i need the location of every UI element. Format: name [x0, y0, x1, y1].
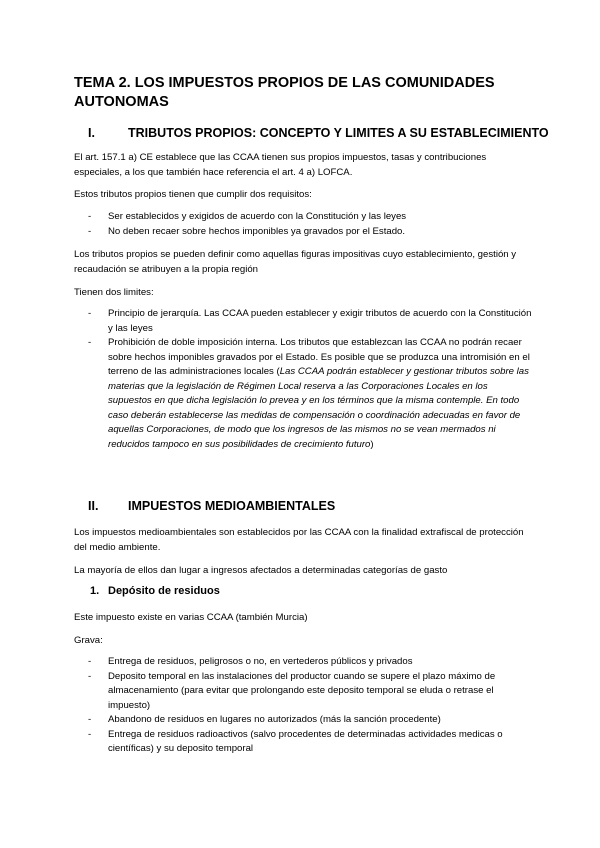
section-1-paragraph-3: Los tributos propios se pueden definir como aquellas figuras impositivas cuyo establecimiento, gestión y recaudación se atribuyen a la propia región	[74, 249, 517, 275]
subsection-1-heading-text: Depósito de residuos	[108, 585, 220, 597]
page-title: TEMA 2. LOS IMPUESTOS PROPIOS DE LAS COMUNIDADES AUTONOMAS	[74, 75, 495, 110]
section-2-heading-text: IMPUESTOS MEDIOAMBIENTALES	[128, 499, 336, 513]
list-item: - Ser establecidos y exigidos de acuerdo con la Constitución y las leyes	[74, 210, 534, 225]
subsection-1-number: 1.	[90, 585, 100, 597]
subsection-1-heading	[90, 584, 220, 599]
limite-2-end: )	[370, 438, 374, 450]
subsection-1-paragraph-2: Grava:	[74, 635, 103, 646]
limite-2-quote: Las CCAA podrán establecer y gestionar tributos sobre las materias que la legislación de Régimen Local reserva a las Corporaciones Locales en los supuestos en que dicha legislación lo prevea y en los términos que la misma contemple. En todo caso deberán establecerse las medidas de compensación o coordinación adecuadas en favor de aquellas Corporaciones, de modo que los ingresos de las mismos no se vean mermados ni reducidos tampoco en sus posibilidades de crecimiento futuro	[108, 366, 529, 450]
section-2-paragraph-1: Los impuestos medioambientales son establecidos por las CCAA con la finalidad extrafiscal de protección del medio ambiente.	[74, 527, 524, 553]
list-item: - Abandono de residuos en lugares no autorizados (más la sanción procedente)	[74, 713, 534, 728]
limite-2-text: Prohibición de doble imposición interna. Los tributos que establezcan las CCAA no podrán recaer sobre hechos imponibles gravados por el Estado. Es posible que se produzca una intromisión en el terreno de las administraciones locales (	[108, 337, 530, 377]
list-item: - No deben recaer sobre hechos imponibles ya gravados por el Estado.	[74, 225, 534, 240]
list-item: - Deposito temporal en las instalaciones del productor cuando se supere el plazo máximo de almacenamiento (para evitar que prolongando este deposito temporal se eluda o retrase el impuesto)	[74, 670, 534, 714]
list-item	[74, 336, 534, 452]
list-item: - Principio de jerarquía. Las CCAA pueden establecer y exigir tributos de acuerdo con la Constitución y las leyes	[74, 307, 534, 336]
grava-list	[74, 655, 534, 757]
section-1-paragraph-1: El art. 157.1 a) CE establece que las CCAA tienen sus propios impuestos, tasas y contribuciones especiales, a los que también hace referencia el art. 4 a) LOFCA.	[74, 152, 487, 178]
list-item: - Entrega de residuos radioactivos (salvo procedentes de determinadas actividades medicas o científicas) y su deposito temporal	[74, 728, 534, 757]
section-1-heading	[88, 125, 549, 141]
section-1-paragraph-4: Tienen dos limites:	[74, 287, 154, 298]
section-2-heading	[88, 498, 335, 514]
section-1-paragraph-2: Estos tributos propios tienen que cumplir dos requisitos:	[74, 189, 312, 200]
section-1-number: I.	[88, 126, 95, 140]
section-2-number: II.	[88, 499, 99, 513]
list-item: - Entrega de residuos, peligrosos o no, en vertederos públicos y privados	[74, 655, 534, 670]
requisitos-list	[74, 210, 534, 239]
subsection-1-paragraph-1: Este impuesto existe en varias CCAA (también Murcia)	[74, 612, 308, 623]
section-1-heading-text: TRIBUTOS PROPIOS: CONCEPTO Y LIMITES A SU ESTABLECIMIENTO	[128, 126, 549, 140]
section-2-paragraph-2: La mayoría de ellos dan lugar a ingresos afectados a determinadas categorías de gasto	[74, 565, 448, 576]
limites-list	[74, 307, 534, 452]
